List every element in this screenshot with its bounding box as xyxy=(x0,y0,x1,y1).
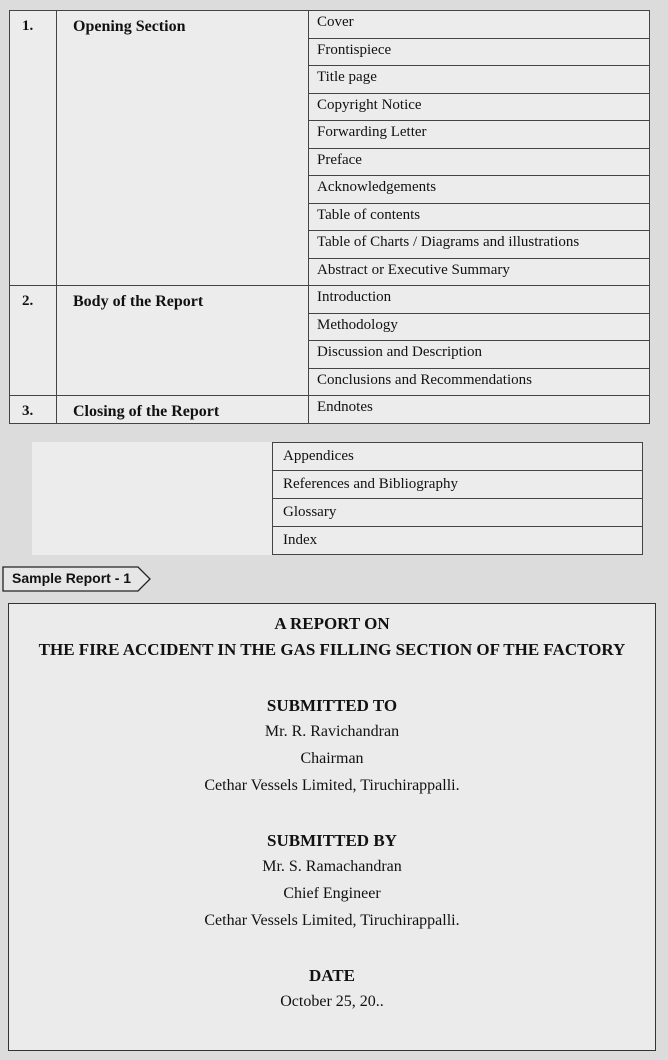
section-item: References and Bibliography xyxy=(273,471,643,499)
section-item: Appendices xyxy=(273,443,643,471)
table-row xyxy=(10,396,650,424)
section-number: 2. xyxy=(10,286,57,396)
sample-report-box xyxy=(8,603,656,1051)
report-date: October 25, 20.. xyxy=(280,993,384,1010)
section-title: Closing of the Report xyxy=(57,396,309,424)
section-item: Cover xyxy=(309,11,650,39)
section-title: Body of the Report xyxy=(57,286,309,396)
table-row xyxy=(32,443,643,471)
report-title-line1: A REPORT ON xyxy=(274,614,390,633)
sample-report-tag xyxy=(2,566,152,592)
author-organisation: Cethar Vessels Limited, Tiruchirappalli. xyxy=(204,912,460,929)
report-structure-table xyxy=(9,10,650,424)
section-item: Methodology xyxy=(309,313,650,341)
submitted-to-heading: SUBMITTED TO xyxy=(266,696,398,715)
section-item: Acknowledgements xyxy=(309,176,650,204)
section-item: Table of contents xyxy=(309,203,650,231)
blank-cell xyxy=(32,443,273,555)
table-row xyxy=(10,286,650,314)
section-item: Glossary xyxy=(273,499,643,527)
sample-report-label: Sample Report - 1 xyxy=(12,570,132,586)
section-item: Index xyxy=(273,527,643,555)
report-title-line2: THE FIRE ACCIDENT IN THE GAS FILLING SECTION OF THE FACTORY xyxy=(38,640,626,659)
author-role: Chief Engineer xyxy=(283,885,381,902)
section-item: Table of Charts / Diagrams and illustrations xyxy=(309,231,650,259)
table-row xyxy=(10,11,650,39)
section-item: Preface xyxy=(309,148,650,176)
date-heading: DATE xyxy=(309,966,355,985)
section-item: Discussion and Description xyxy=(309,341,650,369)
section-number: 1. xyxy=(10,11,57,286)
section-item: Endnotes xyxy=(309,396,650,424)
recipient-name: Mr. R. Ravichandran xyxy=(264,723,400,740)
submitted-by-heading: SUBMITTED BY xyxy=(267,831,397,850)
section-item: Copyright Notice xyxy=(309,93,650,121)
section-item: Abstract or Executive Summary xyxy=(309,258,650,286)
section-item: Introduction xyxy=(309,286,650,314)
section-item: Forwarding Letter xyxy=(309,121,650,149)
section-item: Title page xyxy=(309,66,650,94)
section-title: Opening Section xyxy=(57,11,309,286)
section-number: 3. xyxy=(10,396,57,424)
recipient-role: Chairman xyxy=(300,750,364,767)
section-item: Conclusions and Recommendations xyxy=(309,368,650,396)
report-structure-table-continued xyxy=(32,442,643,555)
section-item: Frontispiece xyxy=(309,38,650,66)
author-name: Mr. S. Ramachandran xyxy=(262,858,402,875)
recipient-organisation: Cethar Vessels Limited, Tiruchirappalli. xyxy=(204,777,460,794)
